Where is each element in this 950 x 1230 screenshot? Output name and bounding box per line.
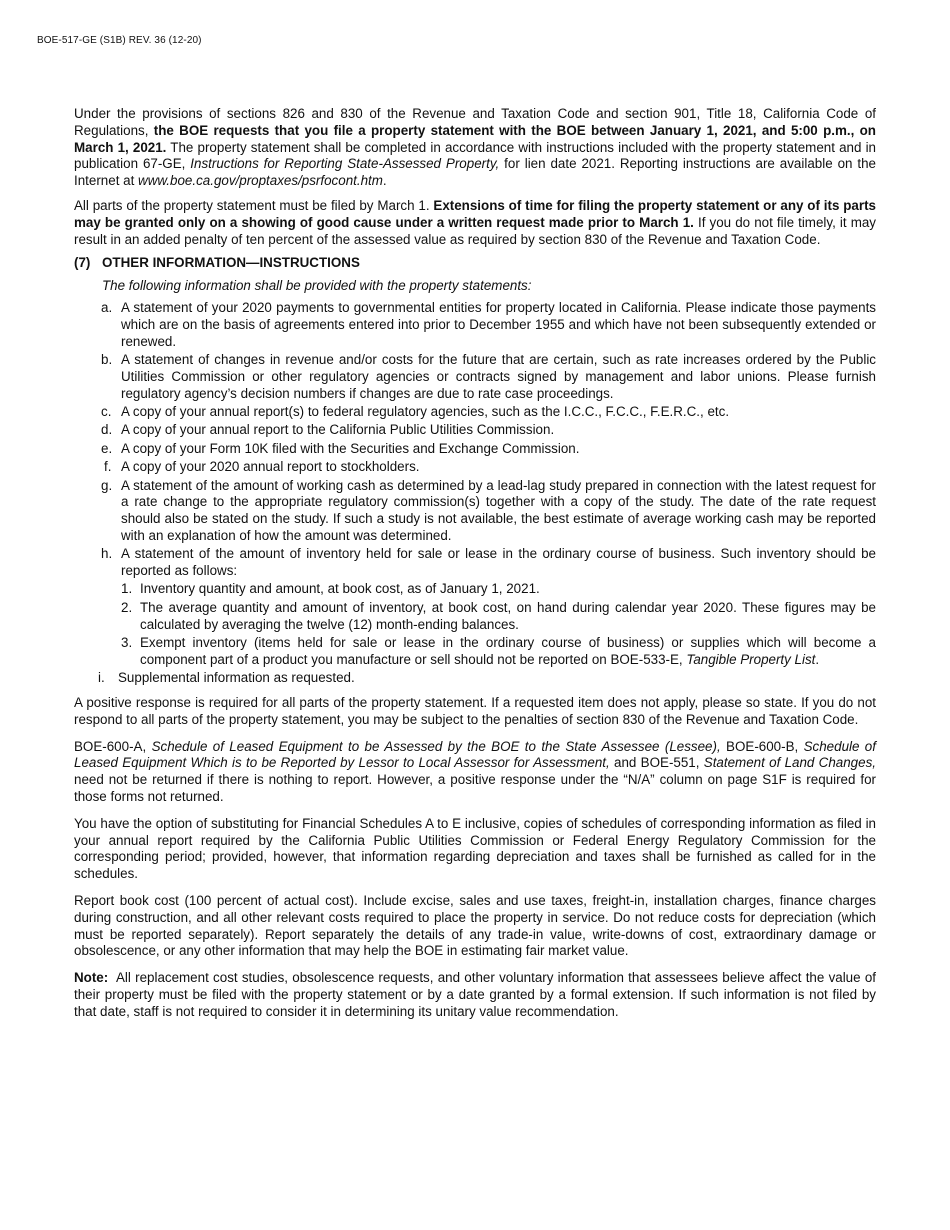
item-text: A copy of your 2020 annual report to stockholders. [121,459,420,475]
item-text: A statement of the amount of inventory held for sale or lease in the ordinary course of business. Such inventory should be reported as follows: [121,546,876,579]
sub-item-text: The average quantity and amount of inventory, at book cost, on hand during calendar year 2020. These figures may be calculated by averaging the twelve (12) month-ending balances. [140,599,876,632]
form-identifier: BOE-517-GE (S1B) REV. 36 (12-20) [37,35,202,46]
note-text: All replacement cost studies, obsolescence requests, and other voluntary information that assessees believe affect the value of their property must be filed with the property statement or by a date granted by a formal extension. If such information is not filed by that date, staff is not required to consider it in determining its unitary value recommendation. [74,970,880,1019]
item-text: A copy of your Form 10K filed with the Securities and Exchange Commission. [121,440,580,456]
filing-bold-text: Extensions of time for filing the property statement or any of its parts may be granted only on a showing of good cause under a written request made prior to March 1. [74,197,876,230]
list-item [74,441,876,458]
sub-list-item [74,600,876,634]
form-551-title: Statement of Land Changes, [703,755,876,771]
item-text: Supplemental information as requested. [118,670,355,686]
section-intro: The following information shall be provided with the property statements: [102,278,532,294]
list-item [74,546,876,668]
filing-text: All parts of the property statement must be filed by March 1. [74,197,434,213]
filing-text-2: If you do not file timely, it may result in an added penalty of ten percent of the assessed value as required by section 830 of the Revenue and Taxation Code. [74,214,876,247]
intro-bold-text: the BOE requests that you file a property statement with the BOE between January 1, 2021, and 5:00 p.m., on March 1, 2021. [74,122,876,155]
publication-title: Instructions for Reporting State-Assessed Property, [190,156,500,172]
positive-response-paragraph: A positive response is required for all parts of the property statement. If a requested item does not apply, please so state. If you do not respond to all parts of the property statement, you may be subject to the penalties of section 830 of the Revenue and Taxation Code. [74,695,876,727]
item-text: A statement of the amount of working cash as determined by a lead-lag study prepared in connection with the latest request for a rate change to the appropriate regulatory commission(s) together with a copy of the study. The date of the rate request should also be stated on the study. If such a study is not available, the best estimate of average working cash may be reported with an explanation of how the amount was determined. [121,477,876,543]
item-marker: b. [101,351,113,367]
list-item [74,300,876,350]
item-text: A copy of your annual report(s) to federal regulatory agencies, such as the I.C.C., F.C.C., F.E.R.C., etc. [121,403,730,419]
sub-item-text [140,635,876,669]
intro-text: Under the provisions of sections 826 and 830 of the Revenue and Taxation Code and section 901, Title 18, California Code of Regulations, [74,106,876,138]
forms-text-1: BOE-600-A, [74,738,152,754]
form-600b-title: Schedule of Leased Equipment Which is to be Reported by Lessor to Local Assessor for Assessment, [74,738,876,771]
forms-text-2: BOE-600-B, [720,738,804,754]
form-600a-title: Schedule of Leased Equipment to be Assessed by the BOE to the State Assessee (Lessee), [151,738,721,754]
sub-list-item [74,635,876,669]
intro-paragraph [74,106,876,190]
section-7-heading [74,255,876,272]
item-marker: i. [98,670,105,686]
item-marker: f. [104,459,112,475]
form-title-italic: Tangible Property List [686,651,816,667]
sub-item-marker: 2. [121,599,133,615]
list-item [74,422,876,439]
note-paragraph [74,970,880,1020]
intro-text-2: The property statement shall be completed in accordance with instructions included with the property statement and in publication 67-GE, [74,139,876,172]
item-text: A statement of your 2020 payments to governmental entities for property located in California. Please indicate those payments which are on the basis of agreements entered into prior to December 1955 and which have not been subsequently extended or renewed. [121,299,876,349]
sub-item-text-main: Exempt inventory (items held for sale or lease in the ordinary course of business) or supplies which will become a component part of a product you manufacture or sell should not be reported on BOE-533-E, [140,635,876,667]
information-list [74,300,876,687]
forms-text-4: need not be returned if there is nothing to report. However, a positive response under the “N/A” column on page S1F is required for those forms not returned. [74,772,876,805]
item-text: A statement of changes in revenue and/or costs for the future that are certain, such as rate increases ordered by the Public Utilities Commission or other regulatory agencies or contracts signed by management and labor unions. Please furnish regulatory agency’s decision numbers if changes are due to rate case proceedings. [121,351,876,401]
list-item [74,459,876,476]
list-item [74,404,876,421]
sub-item-marker: 1. [121,581,133,597]
inventory-sublist [74,581,876,668]
sub-item-text-tail: . [815,651,820,667]
filing-paragraph [74,198,876,248]
item-text: A copy of your annual report to the California Public Utilities Commission. [121,422,555,438]
instructions-body [74,106,880,1021]
instructions-url: www.boe.ca.gov/proptaxes/psrfocont.htm [138,173,383,189]
list-item [74,352,876,402]
item-marker: h. [101,546,113,562]
item-marker: d. [101,422,113,438]
note-label: Note: [74,970,109,986]
sub-list-item [74,581,876,598]
intro-text-3: for lien date 2021. Reporting instructions are available on the Internet at [74,156,876,189]
section-title: OTHER INFORMATION—INSTRUCTIONS [102,255,360,271]
sub-item-marker: 3. [121,635,133,651]
intro-text-4: . [382,173,387,189]
item-marker: a. [101,299,113,315]
option-paragraph: You have the option of substituting for Financial Schedules A to E inclusive, copies of schedules of corresponding information as filed in your annual report required by the California Public Utilities Commission or Federal Energy Regulatory Commission for the corresponding period; provided, however, that information regarding depreciation and taxes shall be furnished as called for in the schedules. [74,815,876,882]
item-marker: e. [101,440,113,456]
section-number: (7) [74,255,91,271]
book-cost-paragraph: Report book cost (100 percent of actual cost). Include excise, sales and use taxes, freight-in, installation charges, finance charges during construction, and all other relevant costs required to place the property in service. Do not reduce costs for depreciation (which must be reported separately). Report separately the details of any trade-in value, write-downs of cost, extraordinary damage or obsolescence, or any other information that may help the BOE in estimating fair market value. [74,893,876,959]
forms-paragraph [74,739,876,806]
list-item [74,478,876,545]
list-item [74,670,876,687]
forms-text-3: and BOE-551, [609,755,704,771]
sub-item-text: Inventory quantity and amount, at book cost, as of January 1, 2021. [140,581,540,597]
item-marker: c. [101,403,112,419]
item-marker: g. [101,477,113,493]
